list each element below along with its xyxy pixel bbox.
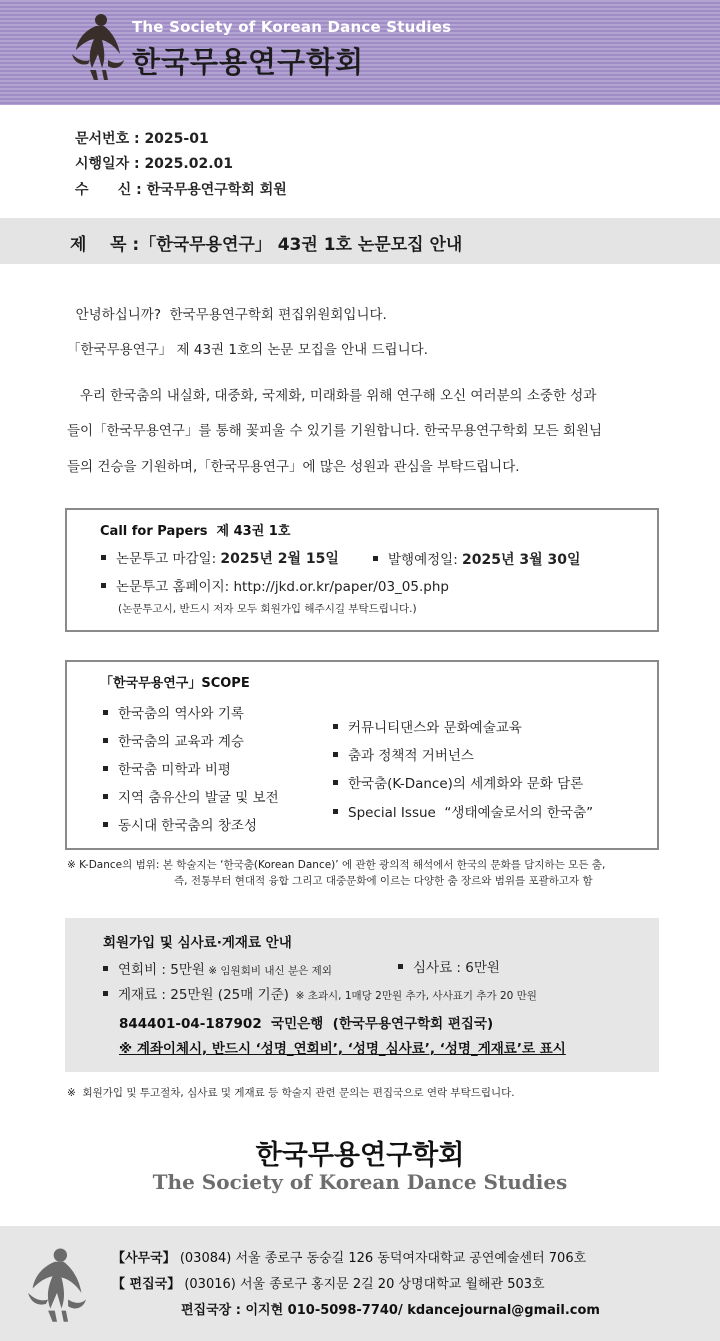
cfp-homepage bbox=[101, 575, 449, 595]
cfp-heading: Call for Papers 제 43권 1호 bbox=[100, 524, 291, 539]
doc-number: 문서번호 : 2025-01 bbox=[75, 131, 209, 147]
homepage-link[interactable]: http://jkd.or.kr/paper/03_05.php bbox=[233, 579, 449, 595]
scope-heading: 「한국무용연구」SCOPE bbox=[100, 676, 250, 691]
editorial-address: (03016) 서울 종로구 홍지문 2길 20 상명대학교 월해관 503호 bbox=[184, 1277, 545, 1292]
kdance-note-line-1 bbox=[67, 857, 667, 873]
recipient-value: : 한국무용연구학회 회원 bbox=[131, 182, 287, 198]
fees-heading: 회원가입 및 심사료·게재료 안내 bbox=[103, 935, 292, 951]
scope-right-item bbox=[333, 744, 474, 764]
deadline-label: 논문투고 마감일: bbox=[116, 551, 221, 567]
bullet-icon bbox=[103, 822, 108, 827]
bullet-icon bbox=[398, 964, 403, 969]
scope-item-text: 커뮤니티댄스와 문화예술교육 bbox=[348, 720, 522, 736]
scope-item-text: 동시대 한국춤의 창조성 bbox=[118, 818, 257, 834]
membership-text: 연회비 : 5만원 bbox=[118, 962, 205, 978]
cfp-deadline bbox=[101, 547, 339, 568]
transfer-note: ※ 계좌이체시, 반드시 ‘성명_연회비’, ‘성명_심사료’, ‘성명_게재료’로 표시 bbox=[119, 1041, 566, 1057]
review-fee bbox=[398, 956, 500, 976]
scope-item-text: 춤과 정책적 거버넌스 bbox=[348, 748, 474, 764]
footer-office bbox=[112, 1247, 586, 1266]
bullet-icon bbox=[333, 780, 338, 785]
kdance-note bbox=[67, 857, 667, 889]
scope-right-item bbox=[333, 716, 522, 736]
scope-item-text: 한국춤 미학과 비평 bbox=[118, 762, 231, 778]
cfp-note: (논문투고시, 반드시 저자 모두 회원가입 해주시길 부탁드립니다.) bbox=[118, 603, 417, 615]
subject-title bbox=[70, 230, 462, 255]
scope-item-text: Special Issue “생태예술로서의 한국춤” bbox=[348, 805, 594, 821]
deadline-value: 2025년 2월 15일 bbox=[220, 551, 339, 567]
banner-title-ko: 한국무용연구학회 bbox=[132, 45, 365, 79]
subject-text: 「한국무용연구」 43권 1호 논문모집 안내 bbox=[139, 235, 463, 255]
greeting-line-1: 안녕하십니까? 한국무용연구학회 편집위원회입니다. bbox=[67, 307, 387, 323]
membership-note: ※ 임원회비 내신 분은 제외 bbox=[204, 965, 332, 977]
scope-left-item bbox=[103, 702, 244, 722]
scope-left-item bbox=[103, 730, 244, 750]
bullet-icon bbox=[103, 794, 108, 799]
kdance-note-text: 본 학술지는 ‘한국춤(Korean Dance)’ 에 관한 광의적 해석에서 한국의 문화를 담지하는 모든 춤, bbox=[162, 859, 606, 871]
scope-item-text: 한국춤(K-Dance)의 세계화와 문화 담론 bbox=[348, 776, 584, 792]
bullet-icon bbox=[333, 724, 338, 729]
scope-right-item bbox=[333, 772, 583, 792]
editorial-label: 【 편집국】 bbox=[112, 1277, 181, 1292]
membership-fee bbox=[103, 958, 332, 978]
kdance-note-label: ※ K-Dance의 범위: bbox=[67, 859, 163, 871]
homepage-label: 논문투고 홈페이지: bbox=[116, 579, 234, 595]
scope-right-item bbox=[333, 801, 593, 821]
publication-fee bbox=[103, 983, 537, 1003]
bank-account: 844401-04-187902 국민은행 (한국무용연구학회 편집국) bbox=[119, 1016, 494, 1032]
dancer-logo-icon bbox=[22, 1244, 92, 1324]
cfp-publication-date bbox=[373, 548, 581, 569]
bullet-icon bbox=[101, 583, 106, 588]
greeting-line-3: 우리 한국춤의 내실화, 대중화, 국제화, 미래화를 위해 연구해 오신 여러분의 소중한 성과 bbox=[67, 388, 597, 404]
inquiry-note: ※ 회원가입 및 투고절차, 심사료 및 게재료 등 학술지 관련 문의는 편집국으로 연락 부탁드립니다. bbox=[67, 1087, 515, 1099]
bullet-icon bbox=[101, 555, 106, 560]
scope-left-item bbox=[103, 814, 257, 834]
subject-label: 제 목 : bbox=[70, 235, 140, 255]
review-text: 심사료 : 6만원 bbox=[413, 960, 500, 976]
bullet-icon bbox=[373, 556, 378, 561]
scope-item-text: 지역 춤유산의 발굴 및 보전 bbox=[118, 790, 279, 806]
bullet-icon bbox=[333, 809, 338, 814]
bullet-icon bbox=[333, 752, 338, 757]
org-name-ko: 한국무용연구학회 bbox=[255, 1140, 465, 1171]
dancer-logo-icon bbox=[68, 10, 128, 82]
bullet-icon bbox=[103, 710, 108, 715]
bullet-icon bbox=[103, 991, 108, 996]
banner-title-en: The Society of Korean Dance Studies bbox=[132, 18, 452, 36]
issue-date: 시행일자 : 2025.02.01 bbox=[75, 156, 234, 172]
scope-left-item bbox=[103, 758, 231, 778]
bullet-icon bbox=[103, 766, 108, 771]
greeting-line-2: 「한국무용연구」 제 43권 1호의 논문 모집을 안내 드립니다. bbox=[67, 342, 428, 358]
footer-editor-contact: 편집국장 : 이지현 010-5098-7740/ kdancejournal@gmail.com bbox=[181, 1303, 600, 1318]
org-name-en: The Society of Korean Dance Studies bbox=[152, 1170, 568, 1194]
footer-editorial bbox=[112, 1273, 545, 1292]
office-address: (03084) 서울 종로구 동숭길 126 동덕여자대학교 공연예술센터 706호 bbox=[179, 1251, 587, 1266]
scope-item-text: 한국춤의 교육과 계승 bbox=[118, 734, 244, 750]
scope-left-item bbox=[103, 786, 279, 806]
greeting-line-5: 들의 건승을 기원하며,「한국무용연구」에 많은 성원과 관심을 부탁드립니다. bbox=[67, 459, 520, 475]
pub-value: 2025년 3월 30일 bbox=[462, 552, 581, 568]
scope-item-text: 한국춤의 역사와 기록 bbox=[118, 706, 244, 722]
bullet-icon bbox=[103, 966, 108, 971]
office-label: 【사무국】 bbox=[112, 1251, 176, 1266]
publish-text: 게재료 : 25만원 (25매 기준) bbox=[118, 987, 289, 1003]
publish-note: ※ 초과시, 1매당 2만원 추가, 사사표기 추가 20 만원 bbox=[288, 990, 537, 1002]
greeting-line-4: 들이「한국무용연구」를 통해 꽃피울 수 있기를 기원합니다. 한국무용연구학회 모든 회원님 bbox=[67, 423, 603, 439]
pub-label: 발행예정일: bbox=[388, 552, 463, 568]
kdance-note-line-2: 즉, 전통부터 현대적 융합 그리고 대중문화에 이르는 다양한 춤 장르와 범위를 포괄하고자 함 bbox=[174, 875, 593, 887]
bullet-icon bbox=[103, 738, 108, 743]
recipient-label: 수 신 bbox=[75, 182, 132, 198]
recipient-line bbox=[75, 179, 287, 199]
